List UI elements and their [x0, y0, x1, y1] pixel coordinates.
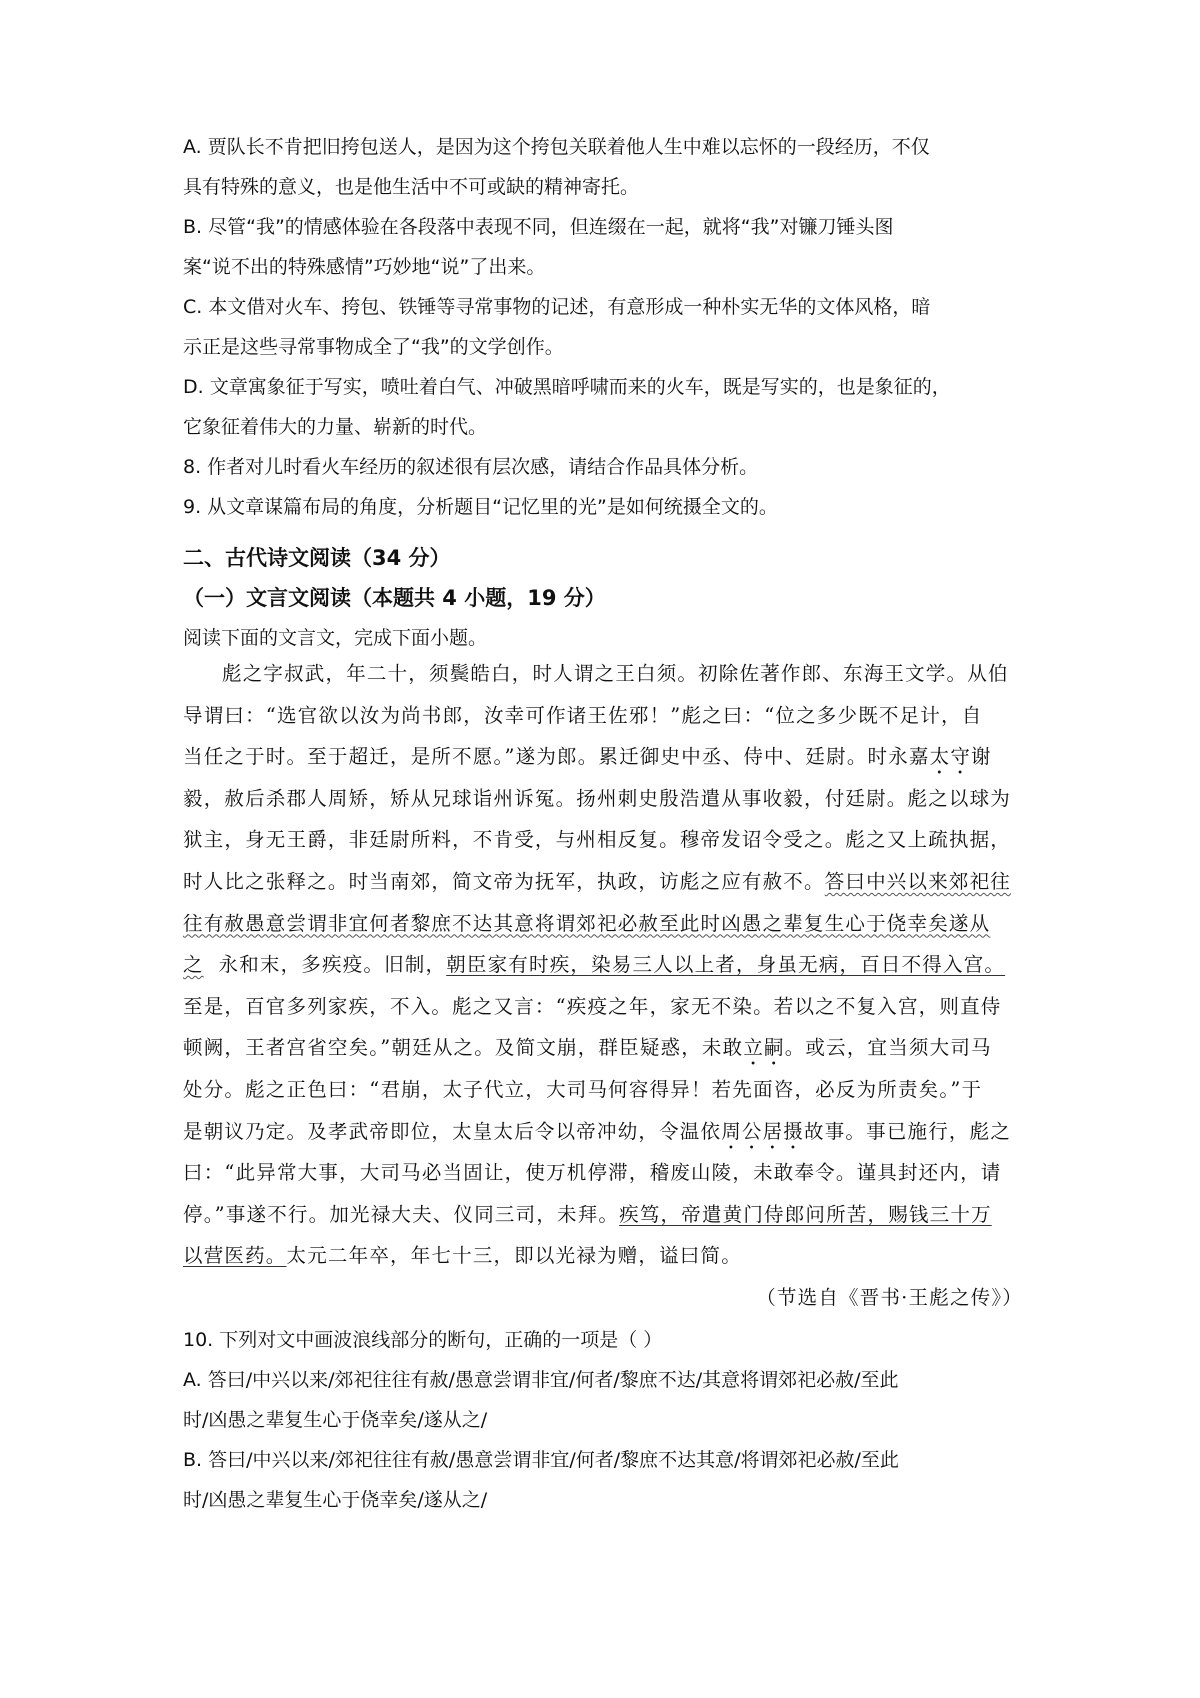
wavy-underlined-text: 往有赦愚意尝谓非宜何者黎庶不达其意将谓郊祀必赦至此时凶愚之辈复生心于侥幸矣遂从 [183, 911, 991, 935]
passage-source: （节选自《晋书·王彪之传》） [756, 1285, 1023, 1309]
passage-line: 至是，百官多列家疾，不入。彪之又言：“疾疫之年，家无不染。若以之不复入宫，则直侍 [183, 994, 1002, 1018]
passage-line [183, 1027, 1023, 1069]
passage-text: 谢 [971, 745, 992, 769]
passage-text: 故事。事已施行，彪之 [804, 1119, 1012, 1143]
option-c-line-1: C. 本文借对火车、挎包、铁锤等寻常事物的记述，有意形成一种朴实无华的文体风格，暗 [183, 296, 931, 318]
passage-line [183, 944, 1023, 986]
option-c-line-2: 示正是这些寻常事物成全了“我”的文学创作。 [183, 336, 564, 358]
wavy-underlined-text: 答曰中兴以来郊祀往 [824, 869, 1012, 893]
emphasized-word: 太守 [929, 745, 972, 769]
q10-option-a-line-1: A. 答曰/中兴以来/郊祀往往有赦/愚意尝谓非宜/何者/黎庶不达/其意将谓郊祀必赦/至此 [183, 1369, 899, 1391]
option-a-line-2: 具有特殊的意义，也是他生活中不可或缺的精神寄托。 [183, 176, 640, 198]
passage-line [183, 903, 1023, 945]
reading-instruction: 阅读下面的文言文，完成下面小题。 [183, 627, 488, 649]
section-2-title: 二、古代诗文阅读（34 分） [183, 546, 451, 570]
classical-passage [183, 653, 1023, 1319]
underlined-text: 以营医药。 [183, 1244, 287, 1268]
passage-text: 是朝议乃定。及孝武帝即位，太皇太后令以帝冲幼，令温依 [183, 1119, 722, 1143]
question7-options [183, 127, 1023, 527]
question-8: 8. 作者对儿时看火车经历的叙述很有层次感，请结合作品具体分析。 [183, 456, 759, 478]
emphasized-word: 周公居摄 [721, 1119, 805, 1143]
q10-option-a-line-2: 时/凶愚之辈复生心于侥幸矣/遂从之/ [183, 1409, 488, 1431]
passage-text: 顿阙，王者宫省空矣。”朝廷从之。及简文崩，群臣疑惑，未敢 [183, 1036, 744, 1060]
passage-text: 永和末，多疾疫。旧制， [203, 953, 447, 977]
section-headings [183, 538, 1023, 658]
passage-text: 时人比之张释之。时当南郊，简文帝为抚军，执政，访彪之应有赦不。 [183, 869, 825, 893]
passage-line: 彪之字叔武，年二十，须鬓皓白，时人谓之王白须。初除佐著作郎、东海王文学。从伯 [222, 662, 1009, 685]
option-b-line-2: 案“说不出的特殊感情”巧妙地“说”了出来。 [183, 256, 546, 278]
passage-line [183, 736, 1023, 778]
option-b-line-1: B. 尽管“我”的情感体验在各段落中表现不同，但连缀在一起，就将“我”对镰刀锤头图 [183, 216, 894, 238]
passage-line [183, 1235, 1023, 1277]
passage-line [183, 1111, 1023, 1153]
subsection-1-title: （一）文言文阅读（本题共 4 小题，19 分） [183, 586, 606, 610]
emphasized-word: 立嗣 [743, 1036, 785, 1060]
passage-line [183, 1194, 1023, 1236]
q10-option-b-line-1: B. 答曰/中兴以来/郊祀往往有赦/愚意尝谓非宜/何者/黎庶不达其意/将谓郊祀必赦/至此 [183, 1449, 899, 1471]
passage-line [183, 861, 1023, 903]
question-10-stem: 10. 下列对文中画波浪线部分的断句，正确的一项是（ ） [183, 1329, 663, 1351]
underlined-text: 疾笃，帝遣黄门侍郎问所苦，赐钱三十万 [619, 1202, 992, 1226]
option-d-line-1: D. 文章寓象征于写实，喷吐着白气、冲破黑暗呼啸而来的火车，既是写实的，也是象征的， [183, 376, 951, 398]
option-d-line-2: 它象征着伟大的力量、崭新的时代。 [183, 416, 488, 438]
wavy-underlined-text: 之 [183, 953, 204, 977]
passage-text: 当任之于时。至于超迁，是所不愿。”遂为郎。累迁御史中丞、侍中、廷尉。时永嘉 [183, 745, 930, 769]
question-9: 9. 从文章谋篇布局的角度，分析题目“记忆里的光”是如何统摄全文的。 [183, 496, 778, 518]
question10 [183, 1320, 1023, 1520]
passage-line: 狱主，身无王爵，非廷尉所料，不肯受，与州相反复。穆帝发诏令受之。彪之又上疏执据， [183, 828, 1012, 852]
passage-line: 处分。彪之正色曰：“君崩，太子代立，大司马何容得异！若先面咨，必反为所责矣。”于 [183, 1077, 983, 1101]
passage-text: 太元二年卒，年七十三，即以光禄为赠，谥曰简。 [286, 1244, 742, 1268]
passage-line: 导谓曰：“选官欲以汝为尚书郎，汝幸可作诸王佐邪！”彪之曰：“位之多少既不足计，自 [183, 703, 983, 727]
underlined-text: 朝臣家有时疾，染易三人以上者，身虽无病，百日不得入宫。 [446, 953, 1006, 977]
passage-text: 。或云，宜当须大司马 [784, 1036, 992, 1060]
passage-text: 停。”事遂不行。加光禄大夫、仪同三司，未拜。 [183, 1202, 620, 1226]
passage-line: 毅，赦后杀郡人周矫，矫从兄球诣州诉冤。扬州刺史殷浩遣从事收毅，付廷尉。彪之以球为 [183, 786, 1012, 810]
q10-option-b-line-2: 时/凶愚之辈复生心于侥幸矣/遂从之/ [183, 1489, 488, 1511]
passage-line: 曰：“此异常大事，大司马必当固让，使万机停滞，稽废山陵，未敢奉令。谨具封还内，请 [183, 1161, 1002, 1185]
option-a-line-1: A. 贾队长不肯把旧挎包送人，是因为这个挎包关联着他人生中难以忘怀的一段经历，不仅 [183, 136, 930, 158]
